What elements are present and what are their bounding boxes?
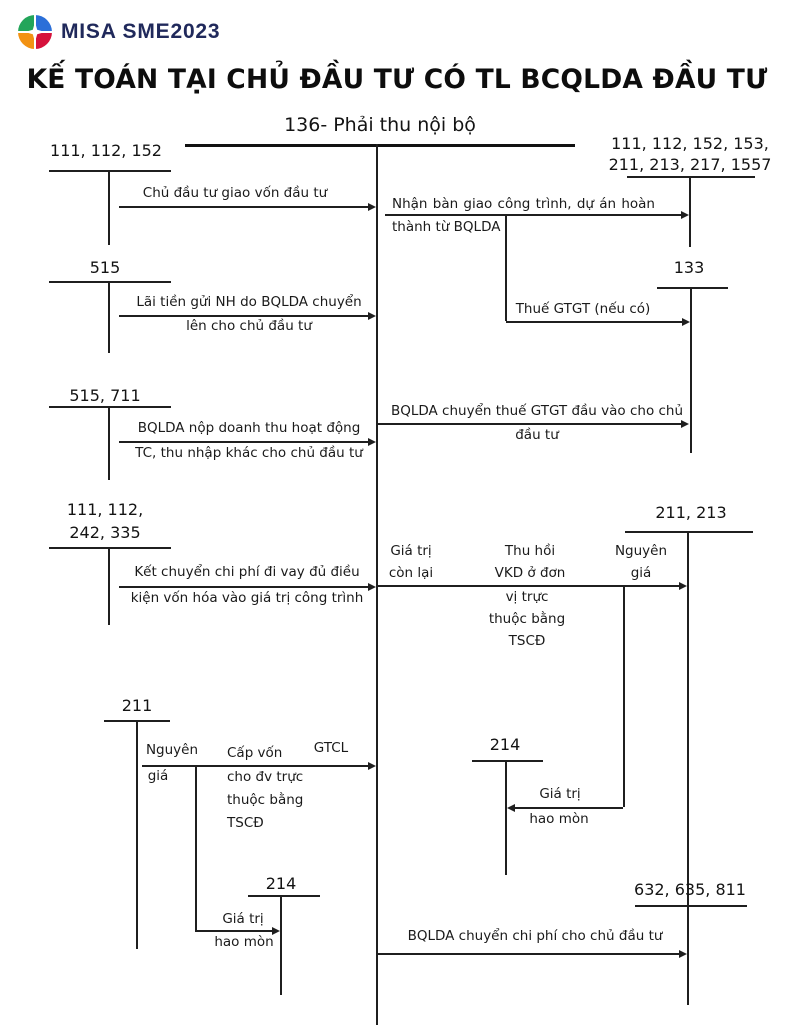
- flow-label-nop-doanh-thu-1: BQLDA nộp doanh thu hoạt động: [137, 420, 361, 436]
- taccount-515-711-topline: [49, 406, 171, 408]
- taccount-214-mid-stem: [505, 760, 507, 875]
- taccount-214-left-topline: [248, 895, 320, 897]
- account-label-214-mid: 214: [489, 735, 521, 754]
- flow-label-lai-tien-gui-2: lên cho chủ đầu tư: [186, 318, 312, 334]
- arrowhead-right-icon: [368, 203, 376, 211]
- account-label-111-112: 111, 112,: [66, 500, 144, 519]
- taccount-242-335-stem: [108, 547, 110, 625]
- arrowhead-left-icon: [507, 804, 515, 812]
- flow-arrow-lai-tien-gui: [119, 315, 368, 317]
- flow-label-lai-tien-gui-1: Lãi tiền gửi NH do BQLDA chuyển: [136, 294, 362, 310]
- taccount-214-left-stem: [280, 895, 282, 995]
- taccount-133-stem: [690, 287, 692, 453]
- account-label-632-635-811: 632, 635, 811: [634, 880, 746, 899]
- flow-label-cap-von-3: thuộc bằng: [227, 792, 304, 808]
- account-label-receive-line1: 111, 112, 152, 153,: [611, 134, 769, 153]
- taccount-515-stem: [108, 281, 110, 353]
- flow-label-thu-hoi-4: thuộc bằng: [488, 611, 566, 627]
- taccount-136-topline: [185, 144, 575, 147]
- flow-dropline-cap-von: [195, 765, 197, 931]
- arrowhead-right-icon: [681, 420, 689, 428]
- flow-label-chuyen-chi-phi: BQLDA chuyển chi phí cho chủ đầu tư: [407, 928, 663, 944]
- flow-label-thu-hoi-3: vị trực: [505, 589, 549, 605]
- taccount-515-711-stem: [108, 406, 110, 480]
- flow-label-gia-tri-con-lai-2: còn lại: [388, 565, 434, 581]
- misa-logo-icon: [18, 15, 52, 49]
- account-label-515: 515: [89, 258, 121, 277]
- taccount-211-213-stem: [687, 531, 689, 1005]
- flow-arrow-cap-von: [142, 765, 368, 767]
- flow-label-gia-tri-hao-mon-left-1: Giá trị: [222, 911, 264, 927]
- flow-label-gia-tri-hao-mon-left-2: hao mòn: [214, 934, 274, 950]
- flow-label-cap-von-2: cho đv trực: [227, 769, 304, 785]
- arrowhead-right-icon: [368, 438, 376, 446]
- arrowhead-right-icon: [681, 211, 689, 219]
- account-label-211-213: 211, 213: [655, 503, 727, 522]
- flow-label-nguyen: Nguyên: [145, 742, 199, 758]
- page-title: KẾ TOÁN TẠI CHỦ ĐẦU TƯ CÓ TL BCQLDA ĐẦU TƯ: [26, 64, 768, 95]
- arrowhead-right-icon: [679, 950, 687, 958]
- flow-label-cap-von-1: Cấp vốn: [227, 745, 283, 761]
- taccount-211-stem: [136, 720, 138, 949]
- taccount-214-mid-topline: [472, 760, 543, 762]
- flow-label-gia-right: giá: [630, 565, 652, 581]
- account-label-515-711: 515, 711: [69, 386, 141, 405]
- taccount-632-635-811-topline: [635, 905, 747, 907]
- taccount-111-112-152-stem: [108, 170, 110, 245]
- flow-label-thu-hoi-1: Thu hồi: [504, 543, 556, 559]
- taccount-211-213-topline: [625, 531, 753, 533]
- flow-arrow-chuyen-chi-phi: [378, 953, 679, 955]
- taccount-133-topline: [657, 287, 728, 289]
- account-label-receive-line2: 211, 213, 217, 1557: [608, 155, 772, 174]
- flow-arrow-chuyen-thue: [378, 423, 681, 425]
- flow-label-thu-hoi-2: VKD ở đơn: [494, 565, 566, 581]
- flow-label-ket-chuyen-2: kiện vốn hóa vào giá trị công trình: [130, 590, 364, 606]
- taccount-receive-stem: [689, 176, 691, 247]
- arrowhead-right-icon: [368, 762, 376, 770]
- account-label-211: 211: [121, 696, 153, 715]
- flow-arrow-thue-gtgt: [506, 321, 682, 323]
- flow-label-nguyen-right: Nguyên: [614, 543, 668, 559]
- flow-label-giao-von: Chủ đầu tư giao vốn đầu tư: [142, 185, 328, 201]
- flow-label-thue-gtgt: Thuế GTGT (nếu có): [515, 301, 651, 317]
- flow-dropline-nhan-ban-giao: [505, 214, 507, 321]
- account-label-242-335: 242, 335: [69, 523, 141, 542]
- arrowhead-right-icon: [368, 312, 376, 320]
- account-label-111-112-152: 111, 112, 152: [50, 141, 162, 160]
- flow-label-nhan-ban-giao-2: thành từ BQLDA: [392, 219, 501, 235]
- flow-arrow-hao-mon-mid: [515, 807, 623, 809]
- arrowhead-right-icon: [679, 582, 687, 590]
- flow-label-chuyen-thue-2: đầu tư: [515, 427, 559, 443]
- flow-arrow-ket-chuyen: [119, 586, 368, 588]
- flow-arrow-nhan-ban-giao: [385, 214, 681, 216]
- account-label-133: 133: [673, 258, 705, 277]
- flow-arrow-giao-von: [119, 206, 368, 208]
- flow-label-gia: giá: [147, 768, 169, 784]
- flow-label-gtcl: GTCL: [313, 740, 349, 756]
- arrowhead-right-icon: [368, 583, 376, 591]
- taccount-515-topline: [49, 281, 171, 283]
- flow-arrow-thu-hoi-vkd: [378, 585, 679, 587]
- brand-name: MISA SME2023: [61, 20, 221, 43]
- flow-label-nop-doanh-thu-2: TC, thu nhập khác cho chủ đầu tư: [135, 445, 363, 461]
- taccount-242-335-topline: [49, 547, 171, 549]
- flow-label-chuyen-thue-1: BQLDA chuyển thuế GTGT đầu vào cho chủ: [390, 403, 684, 419]
- flow-label-gia-tri-con-lai-1: Giá trị: [390, 543, 432, 559]
- flow-label-hao-mon-mid-2: hao mòn: [529, 811, 589, 827]
- flow-arrow-nop-doanh-thu: [119, 441, 368, 443]
- star-icon: [25, 22, 45, 42]
- flow-arrow-hao-mon-left: [195, 930, 272, 932]
- taccount-136-title: 136- Phải thu nội bộ: [284, 114, 476, 136]
- misa-logo: [18, 15, 220, 49]
- taccount-111-112-152-topline: [49, 170, 171, 172]
- flow-label-cap-von-4: TSCĐ: [227, 815, 264, 831]
- flow-label-ket-chuyen-1: Kết chuyển chi phí đi vay đủ điều: [134, 564, 360, 580]
- flow-label-nhan-ban-giao-1: Nhận bàn giao công trình, dự án hoàn: [392, 196, 655, 212]
- flow-dropline-thu-hoi: [623, 585, 625, 807]
- flow-label-hao-mon-mid-1: Giá trị: [539, 786, 581, 802]
- arrowhead-right-icon: [682, 318, 690, 326]
- taccount-receive-topline: [627, 176, 755, 178]
- flow-label-thu-hoi-5: TSCĐ: [508, 633, 546, 649]
- account-label-214-left: 214: [265, 874, 297, 893]
